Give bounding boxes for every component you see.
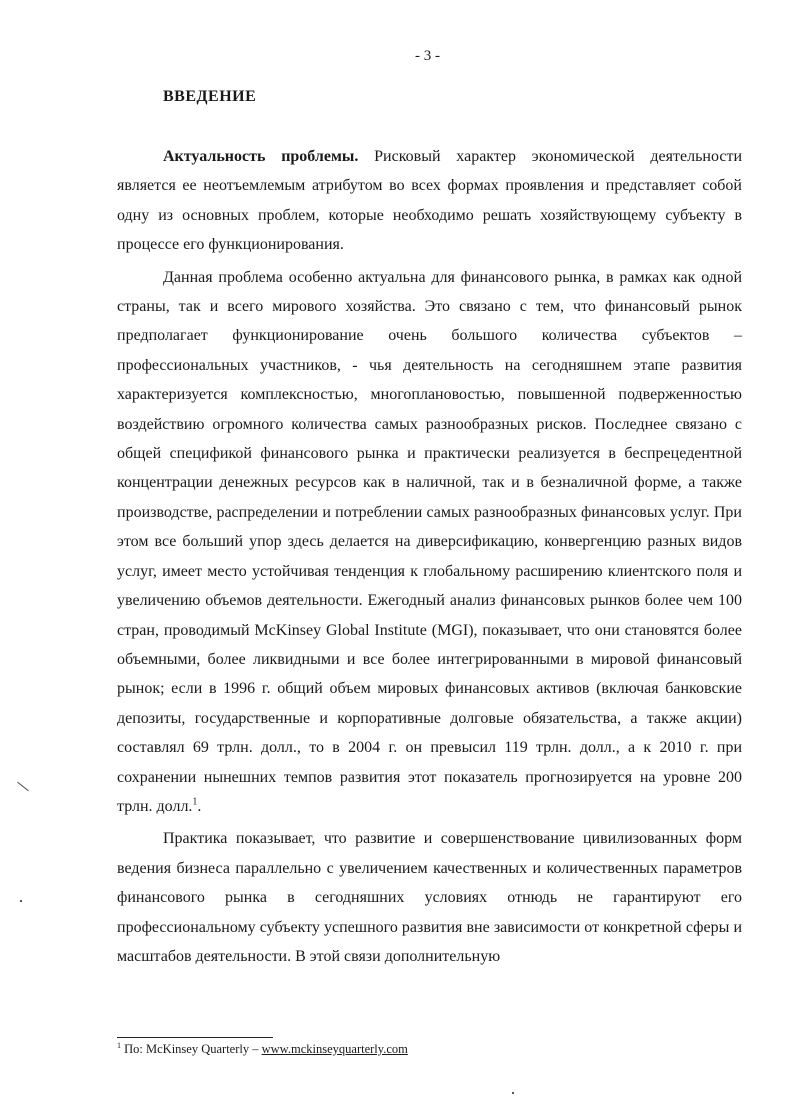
footnote-link[interactable]: www.mckinseyquarterly.com <box>261 1042 408 1056</box>
paragraph-2-text: Данная проблема особенно актуальна для финансового рынка, в рамках как одной страны, так и всего мирового хозяйства. Это связано с тем, что финансовый рынок предполагает функционирование очень большого количества субъектов – профессиональных участников, - чья деятельность на сегодняшнем этапе развития характеризуется комплексностью, многоплановостью, повышенной подверженностью воздействию огромного количества самых разнообразных рисков. Последнее связано с общей спецификой финансового рынка и практически реализуется в беспрецедентной концентрации денежных ресурсов как в наличной, так и в безналичной форме, а также производстве, распределении и потреблении самых разнообразных финансовых услуг. При этом все больший упор здесь делается на диверсификацию, конвергенцию разных видов услуг, имеет место устойчивая тенденция к глобальному расширению клиентского поля и увеличению объемов деятельности. Ежегодный анализ финансовых рынков более чем 100 стран, проводимый McKinsey Global Institute (MGI), показывает, что они становятся более объемными, более ликвидными и все более интегрированными в мировой финансовый рынок; если в 1996 г. общий объем мировых финансовых активов (включая банковские депозиты, государственные и корпоративные долговые обязательства, а также акции) составлял 69 трлн. долл., то в 2004 г. он превысил 119 трлн. долл., а к 2010 г. при сохранении нынешних темпов развития этот показатель прогнозируется на уровне 200 трлн. долл. <box>117 268 742 815</box>
paragraph-1 <box>117 142 742 260</box>
paragraph-2-tail: . <box>197 797 202 815</box>
footnote-divider <box>117 1037 273 1038</box>
footnote-text: По: McKinsey Quarterly – <box>121 1042 262 1056</box>
paragraph-lead: Актуальность проблемы. <box>163 148 359 165</box>
paragraph-1-text: Рисковый характер экономической деятельности является ее неотъемлемым атрибутом во всех формах проявления и представляет собой одну из основных проблем, которые необходимо решать хозяйствующему субъекту в процессе его функционирования. <box>117 148 743 254</box>
scan-artifact-mark <box>17 782 29 791</box>
page-number: - 3 - <box>415 48 440 64</box>
footnote-mark: 1 <box>117 1040 121 1050</box>
scan-artifact-dot <box>20 900 22 902</box>
footnote-reference[interactable]: 1 <box>192 796 198 808</box>
paragraph-3-text: Практика показывает, что развитие и совершенствование цивилизованных форм ведения бизнеса параллельно с увеличением качественных и количественных параметров финансового рынка в сегодняшних условиях отнюдь не гарантируют его профессиональному субъекту успешного развития вне зависимости от конкретной сферы и масштабов деятельности. В этой связи дополнительную <box>117 830 742 965</box>
scan-artifact-dot <box>512 1092 514 1094</box>
paragraph-3 <box>117 824 742 971</box>
body-text <box>117 142 742 971</box>
footnote <box>117 1042 408 1057</box>
paragraph-2 <box>117 263 742 822</box>
section-heading: ВВЕДЕНИЕ <box>163 88 257 105</box>
